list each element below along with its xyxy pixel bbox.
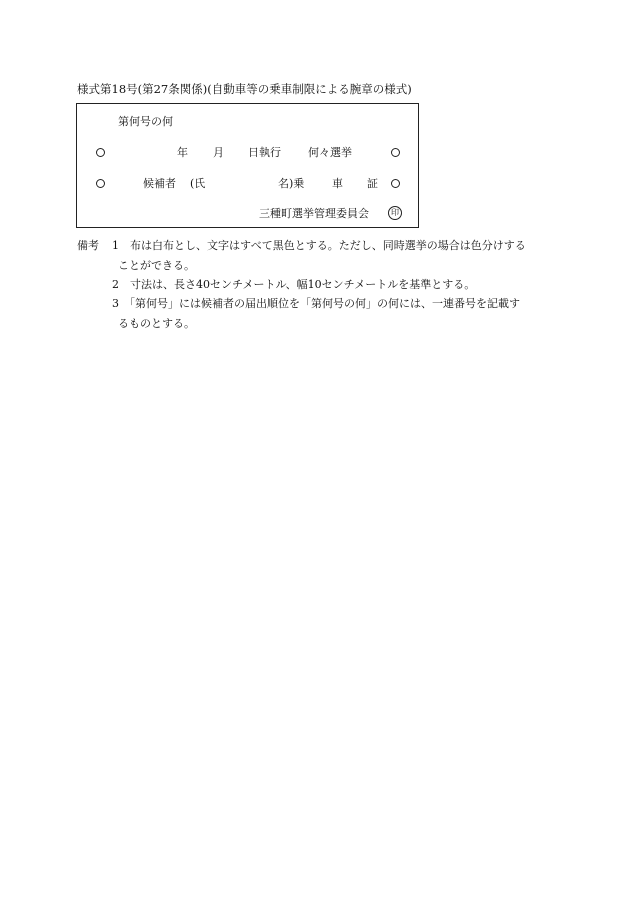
name-close-label: 名)乗 <box>278 177 305 190</box>
number-label: 第何号の何 <box>118 115 173 128</box>
cert-label: 証 <box>367 177 378 190</box>
circle-icon-bottom-left <box>96 179 105 188</box>
circle-icon-bottom-right <box>391 179 400 188</box>
seal-icon: 印 <box>388 206 402 220</box>
issuer-label: 三種町選挙管理委員会 <box>259 207 369 220</box>
year-label: 年 <box>177 146 188 159</box>
car-label: 車 <box>332 177 343 190</box>
note-text: ことができる。 <box>118 259 195 272</box>
armband-specimen <box>76 103 419 228</box>
month-label: 月 <box>213 146 224 159</box>
note-number: 1 <box>112 239 119 252</box>
note-number: 3 <box>112 297 119 310</box>
candidate-label: 候補者 <box>143 177 176 190</box>
circle-icon-top-right <box>391 148 400 157</box>
note-text: 布は白布とし、文字はすべて黒色とする。ただし、同時選挙の場合は色分けする <box>130 239 526 252</box>
election-label: 何々選挙 <box>308 146 352 159</box>
note-text: るものとする。 <box>118 317 195 330</box>
note-text: 寸法は、長さ40センチメートル、幅10センチメートルを基準とする。 <box>130 278 476 291</box>
form-title: 様式第18号(第27条関係)(自動車等の乗車制限による腕章の様式) <box>77 82 412 96</box>
circle-icon-top-left <box>96 148 105 157</box>
note-text: 「第何号」には候補者の届出順位を「第何号の何」の何には、一連番号を記載す <box>124 297 520 310</box>
note-number: 2 <box>112 278 119 291</box>
notes-label: 備考 <box>77 239 99 252</box>
name-open-label: (氏 <box>190 177 206 190</box>
day-enforced-label: 日執行 <box>248 146 281 159</box>
